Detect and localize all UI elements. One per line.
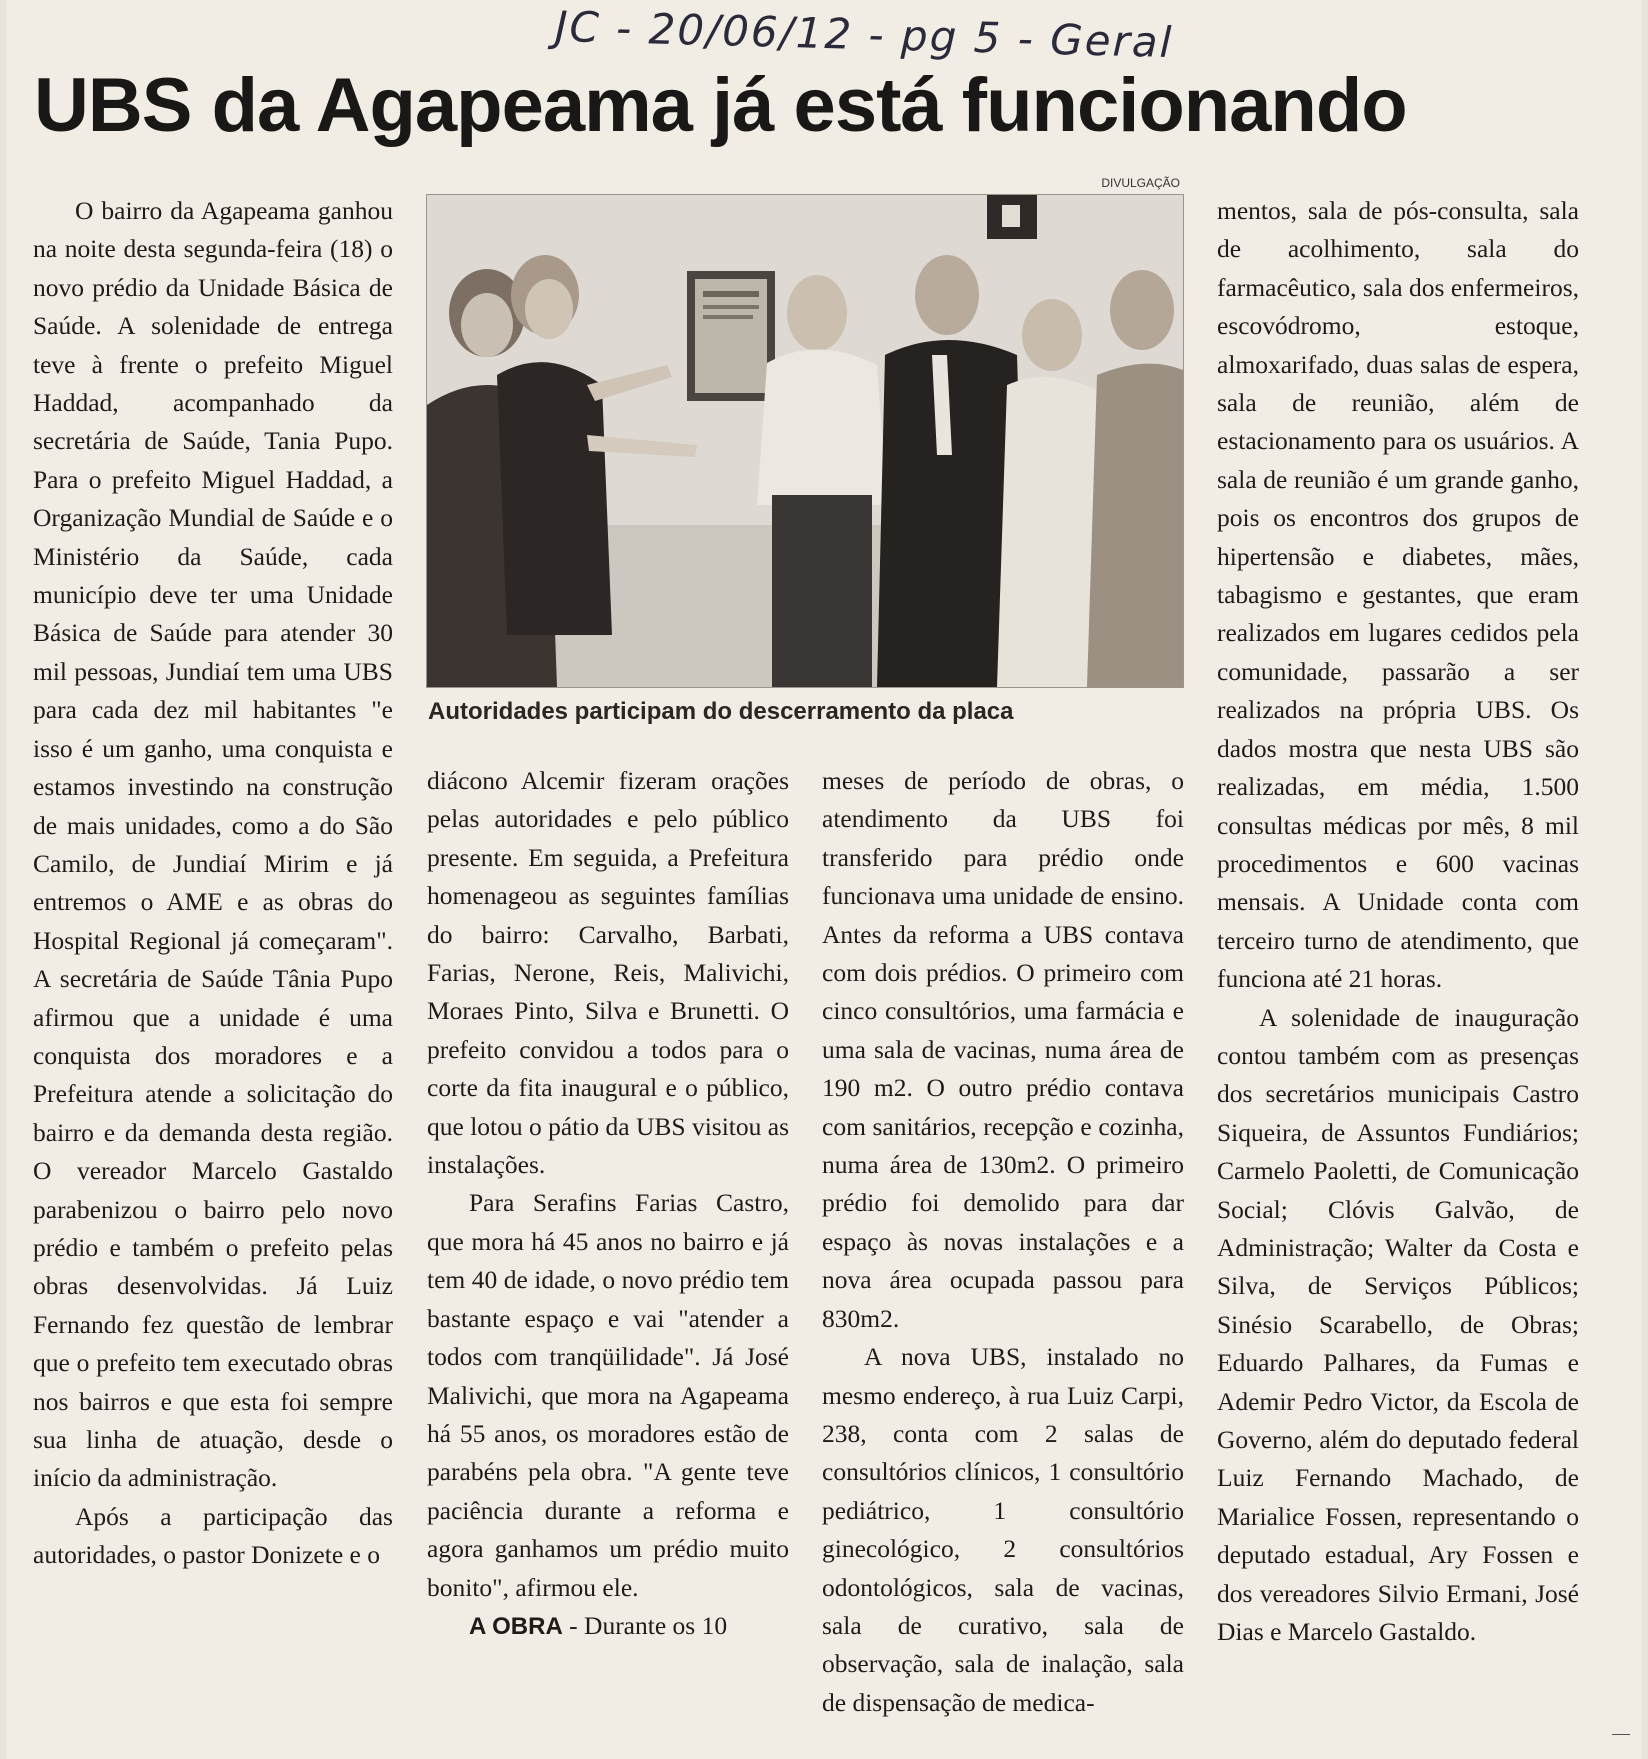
paragraph: meses de período de obras, o atendimento da UBS foi transferido para prédio onde funcionava uma unidade de ensino. Antes da reforma a UBS contava com dois prédios. O primeiro com cinco consultórios, uma farmácia e uma sala de vacinas, numa área de 190 m2. O outro prédio contava com sanitários, recepção e cozinha, numa área de 130m2. O primeiro prédio foi demolido para dar espaço às novas instalações e a nova área ocupada passou para 830m2. <box>822 766 1184 1333</box>
photo-caption: Autoridades participam do descerramento da placa <box>428 698 1014 725</box>
paragraph: diácono Alcemir fizeram orações pelas autoridades e pelo público presente. Em seguida, a Prefeitura homenageou as seguintes famílias do bairro: Carvalho, Barbati, Farias, Nerone, Reis, Malivichi, Moraes Pinto, Silva e Brunetti. O prefeito convidou a todos para o corte da fita inaugural e o público, que lotou o pátio da UBS visitou as instalações. <box>427 766 789 1180</box>
paragraph: Após a participação das autoridades, o pastor Donizete e o <box>33 1501 393 1570</box>
article-photo <box>426 194 1184 688</box>
article-headline: UBS da Agapeama já está funcionando <box>34 63 1407 148</box>
handwritten-annotation: JC - 20/06/12 - pg 5 - Geral <box>554 1 1174 68</box>
article-column-3 <box>822 762 1184 1722</box>
article-column-2 <box>427 762 789 1646</box>
photo-credit: DIVULGAÇÃO <box>1101 176 1180 190</box>
photo-illustration <box>427 195 1183 687</box>
kicker-text: - Durante os 10 <box>562 1610 728 1640</box>
paragraph: Para Serafins Farias Castro, que mora há 45 anos no bairro e já tem 40 de idade, o novo prédio tem bastante espaço e vai "atender a todos com tranqüilidade". Já José Malivichi, que mora na Agapeama há 55 anos, os moradores estão de parabéns pela obra. "A gente teve paciência durante a reforma e agora ganhamos um prédio muito bonito", afirmou ele. <box>427 1188 789 1602</box>
section-kicker: A OBRA <box>469 1612 563 1640</box>
page-edge-mark <box>1612 1734 1630 1735</box>
paragraph <box>427 1607 789 1646</box>
article-column-4 <box>1217 192 1579 1651</box>
article-column-1 <box>33 192 393 1575</box>
paragraph: A nova UBS, instalado no mesmo endereço, à rua Luiz Carpi, 238, conta com 2 salas de consultórios clínicos, 1 consultório pediátrico, 1 consultório ginecológico, 2 consultórios odontológicos, sala de vacinas, sala de curativo, sala de observação, sala de inalação, sala de dispensação de medica- <box>822 1342 1184 1717</box>
paragraph: mentos, sala de pós-consulta, sala de acolhimento, sala do farmacêutico, sala dos enfermeiros, escovódromo, estoque, almoxarifado, duas salas de espera, sala de reunião, além de estacionamento para os usuários. A sala de reunião é um grande ganho, pois os encontros dos grupos de hipertensão e diabetes, mães, tabagismo e gestantes, que eram realizados em lugares cedidos pela comunidade, passarão a ser realizados na própria UBS. Os dados mostra que nesta UBS são realizadas, em média, 1.500 consultas médicas por mês, 8 mil procedimentos e 600 vacinas mensais. A Unidade conta com terceiro turno de atendimento, que funciona até 21 horas. <box>1217 196 1579 994</box>
paragraph: O bairro da Agapeama ganhou na noite desta segunda-feira (18) o novo prédio da Unidade Básica de Saúde. A solenidade de entrega teve à frente o prefeito Miguel Haddad, acompanhado da secretária de Saúde, Tania Pupo. Para o prefeito Miguel Haddad, a Organização Mundial de Saúde e o Ministério da Saúde, cada município deve ter uma Unidade Básica de Saúde para atender 30 mil pessoas, Jundiaí tem uma UBS para cada dez mil habitantes "e isso é um ganho, uma conquista e estamos investindo na construção de mais unidades, como a do São Camilo, de Jundiaí Mirim e já entremos o AME e as obras do Hospital Regional já começaram". A secretária de Saúde Tânia Pupo afirmou que a unidade é uma conquista dos moradores e a Prefeitura atende a solicitação do bairro e da demanda desta região. O vereador Marcelo Gastaldo parabenizou o bairro pelo novo prédio e também o prefeito pelas obras desenvolvidas. Já Luiz Fernando fez questão de lembrar que o prefeito tem executado obras nos bairros e que esta foi sempre sua linha de atuação, desde o início da administração. <box>33 196 393 1493</box>
paragraph: A solenidade de inauguração contou também com as presenças dos secretários municipais Castro Siqueira, de Assuntos Fundiários; Carmelo Paoletti, de Comunicação Social; Clóvis Galvão, de Administração; Walter da Costa e Silva, de Serviços Públicos; Sinésio Scarabello, de Obras; Eduardo Palhares, da Fumas e Ademir Pedro Victor, da Escola de Governo, além do deputado federal Luiz Fernando Machado, de Marialice Fossen, representando o deputado estadual, Ary Fossen e dos vereadores Silvio Ermani, José Dias e Marcelo Gastaldo. <box>1217 1002 1579 1647</box>
